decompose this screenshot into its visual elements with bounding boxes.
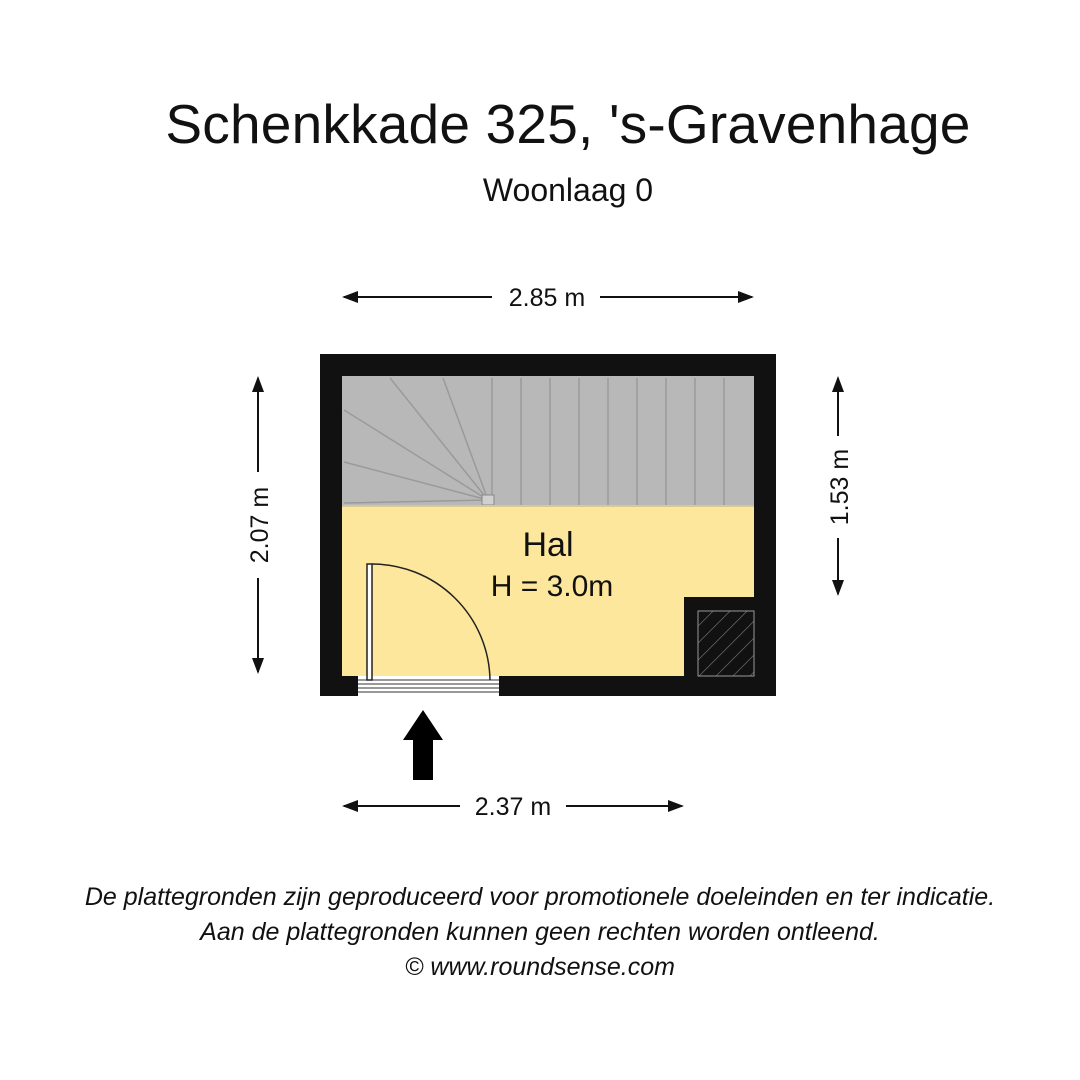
dimension-left [246,376,274,674]
shaft [698,611,754,676]
dimension-right [826,376,854,596]
dimension-bottom [342,793,684,821]
room-height: H = 3.0m [490,570,614,603]
stair-post [482,495,494,505]
copyright-line: © www.roundsense.com [405,953,675,981]
dimension-top-label: 2.85 m [508,284,586,312]
dimension-right-label: 1.53 m [826,448,854,526]
disclaimer [0,880,1080,985]
dimension-left-label: 2.07 m [246,486,274,564]
dimension-top [342,284,754,312]
entrance-arrow-icon [403,710,443,780]
dimension-bottom-label: 2.37 m [474,793,552,821]
disclaimer-line-2: Aan de plattegronden kunnen geen rechten worden ontleend. [200,918,880,946]
door-opening [358,676,499,696]
plan-title: Schenkkade 325, 's-Gravenhage [165,93,971,155]
room-name: Hal [522,526,574,564]
door-leaf[interactable] [367,564,372,680]
disclaimer-line-1: De plattegronden zijn geproduceerd voor promotionele doeleinden en ter indicatie. [84,883,996,911]
floor-subtitle: Woonlaag 0 [482,172,654,208]
